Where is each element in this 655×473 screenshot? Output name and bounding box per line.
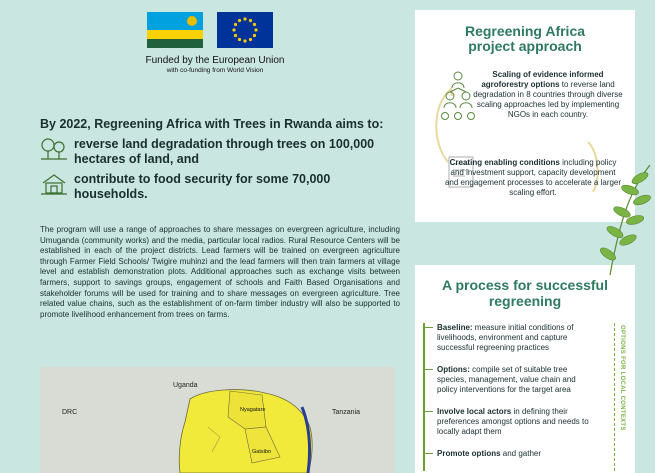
process-step [425, 323, 595, 353]
step-rest: compile set of suitable tree species, management, value chain and policy interventions for the target area [437, 365, 576, 394]
country-label: Tanzania [332, 409, 361, 416]
rwanda-map [40, 367, 395, 473]
leaf-branch-icon [590, 160, 655, 280]
step-rest: and gather [500, 449, 542, 458]
side-label-text: OPTIONS FOR LOCAL CONTEXTS [619, 325, 625, 431]
enabling-rest: including policy and investment support, capacity development and engagement processes to accelerate a larger scaling effort. [444, 158, 622, 197]
district-label: Nyagatare [240, 407, 266, 413]
scaling-text [473, 70, 623, 120]
approach-title-line1: Regreening Africa [464, 23, 586, 39]
side-label [613, 325, 629, 465]
goal2-line1: contribute to food security for some 70,000 [74, 172, 331, 186]
map-graphic [40, 367, 395, 473]
process-step [425, 407, 595, 437]
step-bold: Involve local actors [437, 407, 512, 416]
funding-note [145, 55, 285, 74]
process-step [425, 449, 595, 459]
scaling-bold: Scaling of evidence informed agroforestry options [481, 70, 604, 89]
program-description: The program will use a range of approaches to share messages on evergreen agriculture, including Umuganda (community works) and the media, particular local radios. Rural Resource Centers will be established in each of the project districts. Lead farmers will be trained on evergreen agriculture through Farmer Field Schools/ Twigire muhinzi and the lead farmers will then train farmers at village level and establish demonstration plots. Additional approaches such as exchange visits between farmers, support to savings groups, engagement of schools and Faith Based Organisations and stakeholder forums will be used for training and to share messages on evergreen agriculture. Tree related value chains, such as the establishment of on-farm timber industry will also be supported to promote livelihood enhancement from trees on farms. [40, 225, 400, 319]
step-bold: Promote options [437, 449, 501, 458]
step-rest: in defining their preferences amongst options and needs to locally adapt them [437, 407, 589, 436]
aims-heading: By 2022, Regreening Africa with Trees in Rwanda aims to: [40, 117, 384, 131]
step-bold: Options: [437, 365, 470, 374]
process-title-line1: A process for successful [442, 277, 608, 293]
country-label: DRC [62, 409, 78, 416]
district-label: Gatsibo [252, 449, 271, 455]
eu-flag-icon [217, 12, 273, 48]
trees-icon [40, 137, 68, 161]
step-rest: measure initial conditions of livelihoods, environment and capture successful regreening practices [437, 323, 574, 352]
rwanda-flag-icon [147, 12, 203, 48]
approach-title-line2: project approach [468, 38, 582, 54]
funded-by-text: Funded by the European Union [145, 55, 285, 66]
country-label: Uganda [173, 382, 198, 389]
goal1-line1: reverse land degradation through trees on 100,000 [74, 137, 375, 151]
approach-title [415, 24, 635, 54]
process-step [425, 365, 595, 395]
goal1-line2: hectares of land, and [74, 152, 200, 166]
goal2-line2: households. [74, 187, 148, 201]
process-card [415, 265, 635, 473]
goal-food [40, 172, 330, 202]
enabling-bold: Creating enabling conditions [449, 158, 560, 167]
step-bold: Baseline: [437, 323, 473, 332]
flags [147, 12, 273, 48]
process-title [415, 277, 635, 309]
process-title-line2: regreening [488, 293, 562, 309]
scaling-rest: to reverse land degradation in 8 countries through diverse scaling approaches led by implementing NGOs in each country. [473, 80, 623, 119]
cofunding-text: with co-funding from World Vision [166, 67, 264, 74]
goal-land [40, 137, 374, 167]
house-icon [40, 172, 68, 196]
process-steps [423, 323, 595, 471]
